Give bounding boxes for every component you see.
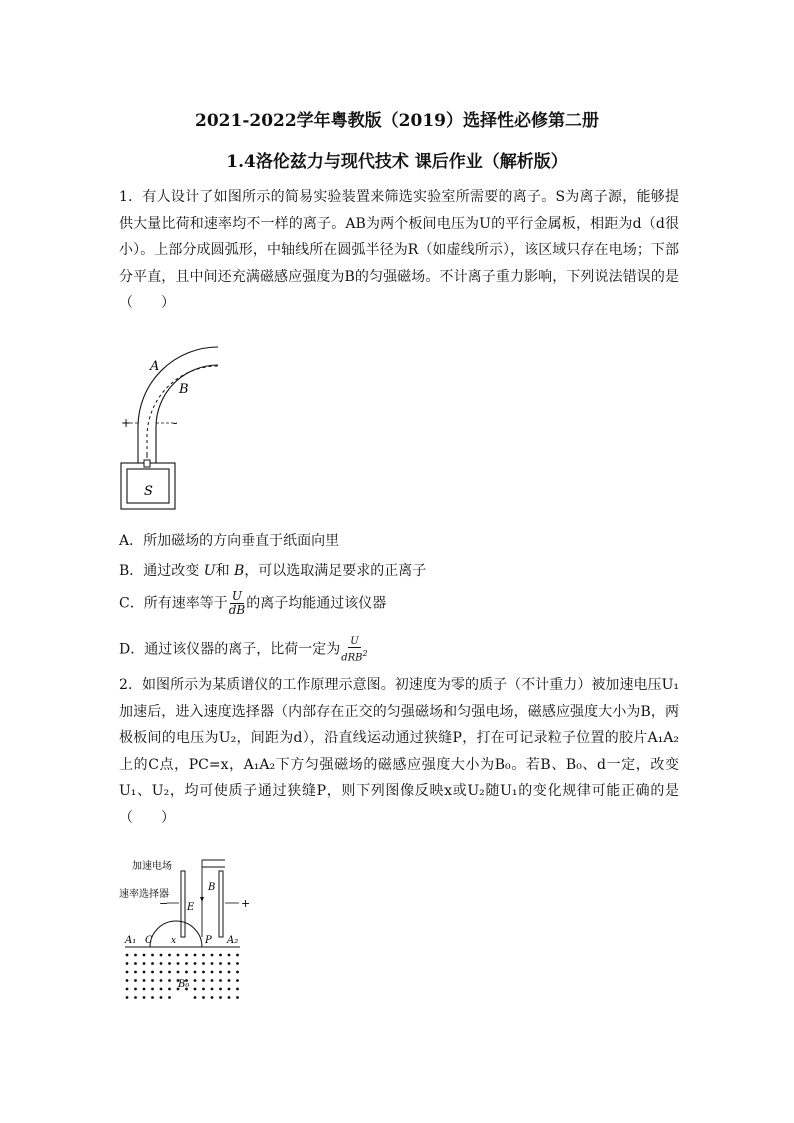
q1-option-b-post: ，可以选取满足要求的正离子 xyxy=(244,563,427,579)
q1-option-b-pre: B．通过改变 xyxy=(119,563,204,579)
field-dot xyxy=(236,996,239,999)
field-dot xyxy=(228,988,231,991)
field-dot xyxy=(160,988,163,991)
q1-plus-label: + xyxy=(121,416,132,430)
field-dot xyxy=(194,971,197,974)
q2-minus-label: − xyxy=(159,897,169,910)
page-title-line2: 1.4洛伦兹力与现代技术 课后作业（解析版） xyxy=(226,152,568,172)
field-dot xyxy=(219,971,222,974)
q1-option-d-fraction xyxy=(341,636,367,663)
field-dot xyxy=(211,962,214,965)
field-dot xyxy=(177,962,180,965)
q1-option-d-den-sup: 2 xyxy=(362,649,368,658)
field-dot xyxy=(202,979,205,982)
field-dot xyxy=(160,954,163,957)
field-dot xyxy=(143,996,146,999)
field-dot xyxy=(168,988,171,991)
field-dot xyxy=(236,979,239,982)
q1-option-c-numerator: U xyxy=(231,589,243,603)
field-dot xyxy=(202,971,205,974)
field-dot xyxy=(168,979,171,982)
field-dot xyxy=(143,979,146,982)
q2-accel-label: 加速电场 xyxy=(132,861,172,872)
field-dot xyxy=(194,962,197,965)
field-dot xyxy=(134,996,137,999)
field-dot xyxy=(202,996,205,999)
field-dot xyxy=(211,979,214,982)
field-dot xyxy=(160,996,163,999)
question-2-text: 2．如图所示为某质谱仪的工作原理示意图。初速度为零的质子（不计重力）被加速电压U₁加速后，进入速度选择器（内部存在正交的匀强磁场和匀强电场，磁感应强度大小为B，两极板间的电压为U₂，间距为d），沿直线运动通过狭缝P，打在可记录粒子位置的胶片A₁A₂上的C点，PC=x，A₁A₂下方匀强磁场的磁感应强度大小为B₀。若B、B₀、d一定，改变U₁、U₂，均可使质子通过狭缝P，则下列图像反映x或U₂随U₁的变化规律可能正确的是（ ） xyxy=(119,677,679,826)
field-dot xyxy=(134,954,137,957)
question-1-text: 1．有人设计了如图所示的简易实验装置来筛选实验室所需要的离子。S为离子源，能够提供大量比荷和速率均不一样的离子。AB为两个板间电压为U的平行金属板，相距为d（d很小）。上部分成圆弧形，中轴线所在圆弧半径为R（如虚线所示），该区域只存在电场；下部分平直，且中间还充满磁感应强度为B的匀强磁场。不计离子重力影响，下列说法错误的是（ ） xyxy=(119,189,679,312)
field-dot xyxy=(236,971,239,974)
field-dot xyxy=(185,962,188,965)
field-dot xyxy=(160,962,163,965)
q2-label-P: P xyxy=(205,935,212,946)
q2-label-E: E xyxy=(187,902,195,913)
field-dot xyxy=(160,979,163,982)
field-dot xyxy=(151,962,154,965)
field-dot xyxy=(219,954,222,957)
q1-option-d xyxy=(119,636,369,663)
field-dot xyxy=(126,971,129,974)
field-dot xyxy=(143,962,146,965)
q1-option-c-post: 的离子均能通过该仪器 xyxy=(246,595,387,612)
q2-label-B0: B₀ xyxy=(178,979,190,990)
field-dot xyxy=(143,954,146,957)
q2-label-x: x xyxy=(171,936,177,946)
field-dot xyxy=(168,971,171,974)
field-dot xyxy=(185,971,188,974)
field-dot xyxy=(168,996,171,999)
q1-option-b-U: U xyxy=(203,563,216,579)
field-dot xyxy=(151,988,154,991)
field-dot xyxy=(143,988,146,991)
q1-option-b-mid: 和 xyxy=(215,563,235,579)
field-dot xyxy=(134,979,137,982)
field-dot xyxy=(126,979,129,982)
q1-option-d-denominator xyxy=(341,648,367,663)
field-dot xyxy=(134,962,137,965)
q2-label-A1: A₁ xyxy=(125,935,137,946)
page-title-line1: 2021-2022学年粤教版（2019）选择性必修第二册 xyxy=(195,111,599,131)
field-dot xyxy=(202,954,205,957)
field-dot xyxy=(228,979,231,982)
q1-option-c xyxy=(119,590,386,617)
field-dot xyxy=(177,954,180,957)
q2-selector-label: 速率选择器 xyxy=(119,889,169,900)
field-dot xyxy=(236,988,239,991)
q1-label-A: A xyxy=(150,359,160,374)
field-dot xyxy=(228,996,231,999)
field-dot xyxy=(168,954,171,957)
q2-plus-label: + xyxy=(241,897,251,910)
field-dot xyxy=(151,996,154,999)
q1-option-b xyxy=(119,560,426,580)
q1-option-c-fraction xyxy=(229,590,246,617)
q1-figure xyxy=(115,345,230,515)
field-dot xyxy=(160,971,163,974)
field-dot xyxy=(236,962,239,965)
q1-label-B: B xyxy=(179,382,189,397)
field-dot xyxy=(151,954,154,957)
field-dot xyxy=(134,988,137,991)
q2-label-B: B xyxy=(208,882,216,893)
q1-label-S: S xyxy=(144,484,153,499)
field-dot xyxy=(126,962,129,965)
field-dot xyxy=(177,971,180,974)
q2-label-A2: A₂ xyxy=(227,935,239,946)
field-dot xyxy=(126,988,129,991)
field-dot xyxy=(219,962,222,965)
field-dot xyxy=(236,954,239,957)
field-dot xyxy=(219,988,222,991)
field-dot xyxy=(126,996,129,999)
field-dot xyxy=(219,979,222,982)
field-dot xyxy=(194,954,197,957)
field-dot xyxy=(194,979,197,982)
field-dot xyxy=(151,979,154,982)
q1-option-d-numerator: U xyxy=(350,636,359,647)
field-dot xyxy=(185,954,188,957)
field-dot xyxy=(228,971,231,974)
field-dot xyxy=(211,988,214,991)
q2-figure xyxy=(115,855,265,1005)
field-dot xyxy=(211,971,214,974)
q1-option-d-pre: D．通过该仪器的离子，比荷一定为 xyxy=(119,641,341,658)
field-dot xyxy=(219,996,222,999)
q1-option-c-denominator: dB xyxy=(228,603,246,617)
field-dot xyxy=(228,954,231,957)
field-dot xyxy=(202,962,205,965)
field-dot xyxy=(134,971,137,974)
field-dot xyxy=(168,962,171,965)
field-dot xyxy=(211,996,214,999)
q1-option-d-den-text: dRB xyxy=(341,652,363,664)
magnetic-field-dots xyxy=(126,954,239,999)
q1-option-b-B: B xyxy=(234,563,245,579)
q2-label-C: C xyxy=(145,935,153,946)
field-dot xyxy=(194,996,197,999)
field-dot xyxy=(143,971,146,974)
field-dot xyxy=(202,988,205,991)
field-dot xyxy=(211,954,214,957)
field-dot xyxy=(194,988,197,991)
q1-minus-label: - xyxy=(173,416,178,430)
field-dot xyxy=(228,962,231,965)
q1-option-c-pre: C．所有速率等于 xyxy=(119,595,228,612)
field-dot xyxy=(126,954,129,957)
q1-option-a: A．所加磁场的方向垂直于纸面向里 xyxy=(119,533,340,549)
field-dot xyxy=(151,971,154,974)
